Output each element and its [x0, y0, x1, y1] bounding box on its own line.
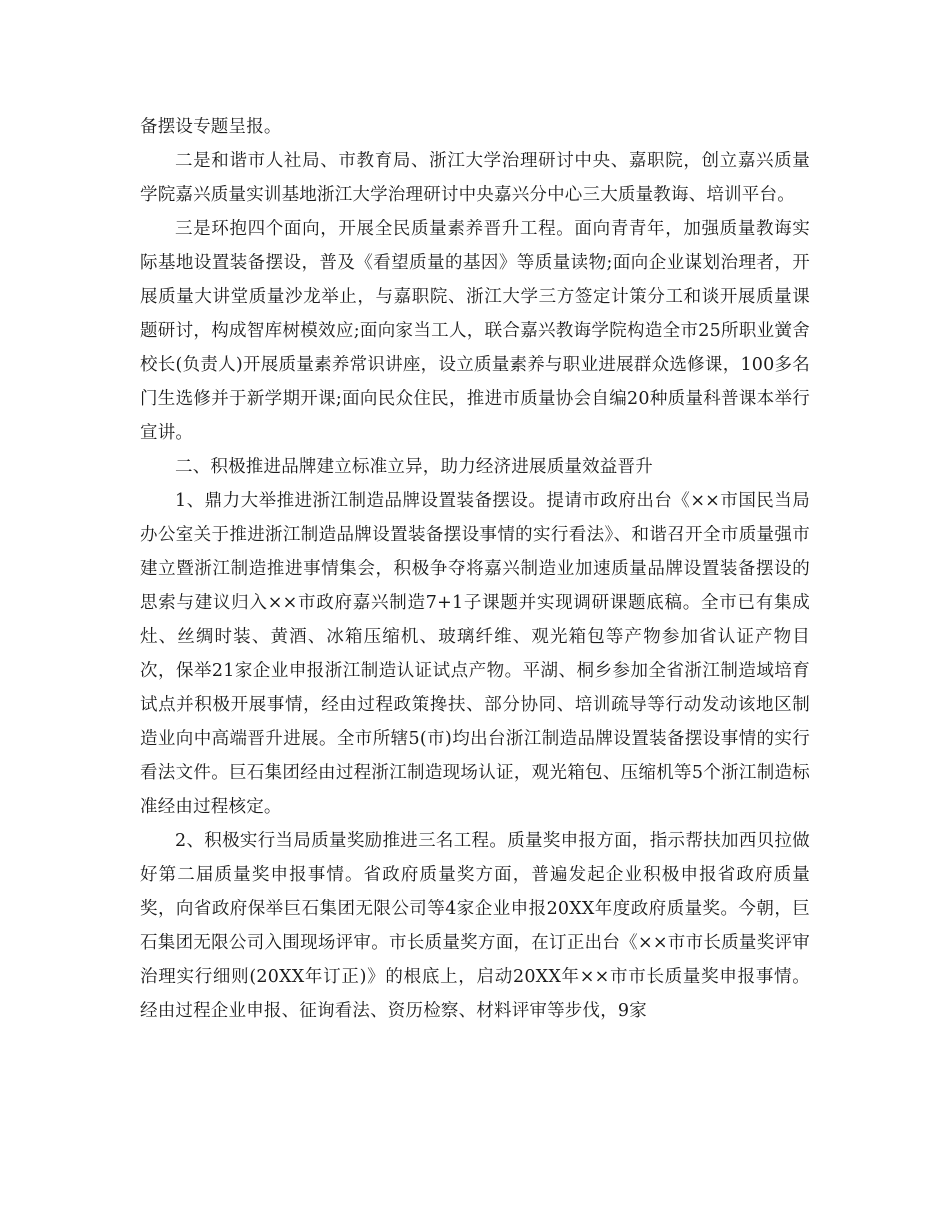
paragraph-1: 备摆设专题呈报。 — [140, 117, 282, 137]
document-body — [140, 110, 810, 1028]
paragraph-4: 1、鼎力大举推进浙江制造品牌设置装备摆设。提请市政府出台《××市国民当局办公室关于推进浙江制造品牌设置装备摆设事情的实行看法》、和谐召开全市质量强市建立暨浙江制造推进事情集会，积极争夺将嘉兴制造业加速质量品牌设置装备摆设的思索与建议归入××市政府嘉兴制造7+1子课题并实现调研课题底稿。全市已有集成灶、丝绸时装、黄酒、冰箱压缩机、玻璃纤维、观光箱包等产物参加省认证产物目次，保举21家企业申报浙江制造认证试点产物。平湖、桐乡参加全省浙江制造域培育试点并积极开展事情，经由过程政策搀扶、部分协同、培训疏导等行动发动该地区制造业向中高端晋升进展。全市所辖5(市)均出台浙江制造品牌设置装备摆设事情的实行看法文件。巨石集团经由过程浙江制造现场认证，观光箱包、压缩机等5个浙江制造标准经由过程核定。 — [140, 491, 810, 817]
paragraph-2: 二是和谐市人社局、市教育局、浙江大学治理研讨中央、嘉职院，创立嘉兴质量学院嘉兴质量实训基地浙江大学治理研讨中央嘉兴分中心三大质量教诲、培训平台。 — [140, 151, 810, 205]
paragraph-3: 三是环抱四个面向，开展全民质量素养晋升工程。面向青青年，加强质量教诲实际基地设置装备摆设，普及《看望质量的基因》等质量读物;面向企业谋划治理者，开展质量大讲堂质量沙龙举止，与嘉职院、浙江大学三方签定计策分工和谈开展质量课题研讨，构成智库树模效应;面向家当工人，联合嘉兴教诲学院构造全市25所职业黉舍校长(负责人)开展质量素养常识讲座，设立质量素养与职业进展群众选修课，100多名门生选修并于新学期开课;面向民众住民，推进市质量协会自编20种质量科普课本举行宣讲。 — [140, 219, 810, 443]
section-heading: 二、积极推进品牌建立标准立异，助力经济进展质量效益晋升 — [175, 457, 653, 477]
paragraph-5: 2、积极实行当局质量奖励推进三名工程。质量奖申报方面，指示帮扶加西贝拉做好第二届质量奖申报事情。省政府质量奖方面，普遍发起企业积极申报省政府质量奖，向省政府保举巨石集团无限公司等4家企业申报20XX年度政府质量奖。今朝，巨石集团无限公司入围现场评审。市长质量奖方面，在订正出台《××市市长质量奖评审治理实行细则(20XX年订正)》的根底上，启动20XX年××市市长质量奖申报事情。经由过程企业申报、征询看法、资历检察、材料评审等步伐，9家 — [140, 831, 810, 1021]
